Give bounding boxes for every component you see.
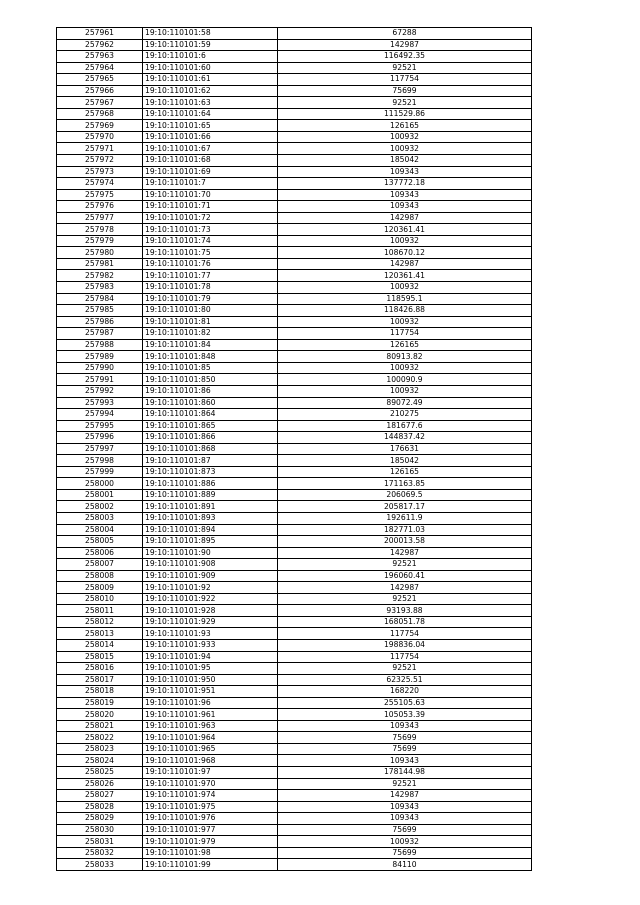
cadastral-number-cell: 19:10:110101:67 [143, 143, 278, 155]
table-row [57, 466, 532, 478]
table-row [57, 166, 532, 178]
table-row [57, 778, 532, 790]
table-row [57, 224, 532, 236]
id-cell: 258018 [57, 686, 143, 698]
id-cell: 257973 [57, 166, 143, 178]
table-row [57, 639, 532, 651]
table-row [57, 836, 532, 848]
cadastral-number-cell: 19:10:110101:965 [143, 743, 278, 755]
table-row [57, 120, 532, 132]
cadastral-number-cell: 19:10:110101:977 [143, 824, 278, 836]
value-cell: 210275 [278, 409, 532, 421]
value-cell: 100932 [278, 235, 532, 247]
id-cell: 258023 [57, 743, 143, 755]
table-row [57, 536, 532, 548]
value-cell: 205817.17 [278, 501, 532, 513]
id-cell: 258010 [57, 593, 143, 605]
table-row [57, 432, 532, 444]
id-cell: 258013 [57, 628, 143, 640]
cadastral-number-cell: 19:10:110101:894 [143, 524, 278, 536]
cadastral-number-cell: 19:10:110101:60 [143, 62, 278, 74]
cadastral-number-cell: 19:10:110101:850 [143, 374, 278, 386]
cadastral-number-cell: 19:10:110101:99 [143, 859, 278, 871]
id-cell: 257975 [57, 189, 143, 201]
table-row [57, 824, 532, 836]
cadastral-number-cell: 19:10:110101:895 [143, 536, 278, 548]
cadastral-number-cell: 19:10:110101:929 [143, 616, 278, 628]
table-row [57, 859, 532, 871]
cadastral-number-cell: 19:10:110101:7 [143, 178, 278, 190]
cadastral-number-cell: 19:10:110101:96 [143, 697, 278, 709]
cadastral-number-cell: 19:10:110101:86 [143, 385, 278, 397]
cadastral-number-cell: 19:10:110101:90 [143, 547, 278, 559]
cadastral-number-cell: 19:10:110101:950 [143, 674, 278, 686]
value-cell: 92521 [278, 663, 532, 675]
table-row [57, 593, 532, 605]
table-row [57, 39, 532, 51]
cadastral-number-cell: 19:10:110101:868 [143, 443, 278, 455]
cadastral-number-cell: 19:10:110101:68 [143, 155, 278, 167]
value-cell: 120361.41 [278, 224, 532, 236]
cadastral-number-cell: 19:10:110101:69 [143, 166, 278, 178]
value-cell: 109343 [278, 201, 532, 213]
value-cell: 142987 [278, 547, 532, 559]
table-row [57, 374, 532, 386]
id-cell: 257976 [57, 201, 143, 213]
table-row [57, 201, 532, 213]
id-cell: 258029 [57, 813, 143, 825]
id-cell: 258001 [57, 489, 143, 501]
value-cell: 75699 [278, 743, 532, 755]
cadastral-number-cell: 19:10:110101:963 [143, 720, 278, 732]
cadastral-number-cell: 19:10:110101:64 [143, 108, 278, 120]
id-cell: 258017 [57, 674, 143, 686]
id-cell: 257961 [57, 28, 143, 40]
cadastral-number-cell: 19:10:110101:889 [143, 489, 278, 501]
table-row [57, 743, 532, 755]
id-cell: 258028 [57, 801, 143, 813]
value-cell: 108670.12 [278, 247, 532, 259]
cadastral-number-cell: 19:10:110101:70 [143, 189, 278, 201]
table-row [57, 570, 532, 582]
cadastral-number-cell: 19:10:110101:6 [143, 51, 278, 63]
value-cell: 200013.58 [278, 536, 532, 548]
value-cell: 92521 [278, 559, 532, 571]
id-cell: 258004 [57, 524, 143, 536]
value-cell: 109343 [278, 801, 532, 813]
table-row [57, 605, 532, 617]
value-cell: 67288 [278, 28, 532, 40]
table-row [57, 420, 532, 432]
id-cell: 257987 [57, 328, 143, 340]
value-cell: 93193.88 [278, 605, 532, 617]
value-cell: 80913.82 [278, 351, 532, 363]
table-row [57, 270, 532, 282]
id-cell: 258003 [57, 512, 143, 524]
value-cell: 126165 [278, 339, 532, 351]
cadastral-number-cell: 19:10:110101:909 [143, 570, 278, 582]
id-cell: 258030 [57, 824, 143, 836]
cadastral-number-cell: 19:10:110101:970 [143, 778, 278, 790]
value-cell: 75699 [278, 732, 532, 744]
table-row [57, 74, 532, 86]
id-cell: 258022 [57, 732, 143, 744]
id-cell: 258032 [57, 847, 143, 859]
table-row [57, 697, 532, 709]
cadastral-number-cell: 19:10:110101:860 [143, 397, 278, 409]
id-cell: 257972 [57, 155, 143, 167]
cadastral-number-cell: 19:10:110101:968 [143, 755, 278, 767]
value-cell: 92521 [278, 778, 532, 790]
cadastral-number-cell: 19:10:110101:76 [143, 258, 278, 270]
table-row [57, 489, 532, 501]
cadastral-number-cell: 19:10:110101:98 [143, 847, 278, 859]
table-row [57, 85, 532, 97]
id-cell: 257998 [57, 455, 143, 467]
id-cell: 257992 [57, 385, 143, 397]
table-row [57, 305, 532, 317]
value-cell: 100932 [278, 131, 532, 143]
cadastral-number-cell: 19:10:110101:72 [143, 212, 278, 224]
value-cell: 137772.18 [278, 178, 532, 190]
cadastral-number-cell: 19:10:110101:94 [143, 651, 278, 663]
value-cell: 117754 [278, 651, 532, 663]
value-cell: 100932 [278, 282, 532, 294]
table-row [57, 720, 532, 732]
table-row [57, 847, 532, 859]
cadastral-number-cell: 19:10:110101:908 [143, 559, 278, 571]
value-cell: 142987 [278, 258, 532, 270]
id-cell: 257977 [57, 212, 143, 224]
value-cell: 117754 [278, 628, 532, 640]
table-row [57, 409, 532, 421]
id-cell: 258031 [57, 836, 143, 848]
table-row [57, 28, 532, 40]
value-cell: 255105.63 [278, 697, 532, 709]
id-cell: 257967 [57, 97, 143, 109]
table-row [57, 616, 532, 628]
id-cell: 258000 [57, 478, 143, 490]
id-cell: 258021 [57, 720, 143, 732]
table-row [57, 258, 532, 270]
table-row [57, 339, 532, 351]
cadastral-number-cell: 19:10:110101:78 [143, 282, 278, 294]
value-cell: 105053.39 [278, 709, 532, 721]
cadastral-number-cell: 19:10:110101:928 [143, 605, 278, 617]
value-cell: 100932 [278, 316, 532, 328]
table-row [57, 143, 532, 155]
cadastral-number-cell: 19:10:110101:974 [143, 790, 278, 802]
table-row [57, 443, 532, 455]
id-cell: 257962 [57, 39, 143, 51]
id-cell: 257996 [57, 432, 143, 444]
id-cell: 257981 [57, 258, 143, 270]
value-cell: 109343 [278, 813, 532, 825]
cadastral-number-cell: 19:10:110101:79 [143, 293, 278, 305]
value-cell: 75699 [278, 85, 532, 97]
id-cell: 257989 [57, 351, 143, 363]
id-cell: 258012 [57, 616, 143, 628]
cadastral-number-cell: 19:10:110101:975 [143, 801, 278, 813]
cadastral-number-cell: 19:10:110101:964 [143, 732, 278, 744]
cadastral-number-cell: 19:10:110101:63 [143, 97, 278, 109]
id-cell: 258015 [57, 651, 143, 663]
value-cell: 126165 [278, 466, 532, 478]
cadastral-number-cell: 19:10:110101:87 [143, 455, 278, 467]
id-cell: 257969 [57, 120, 143, 132]
id-cell: 258019 [57, 697, 143, 709]
id-cell: 258008 [57, 570, 143, 582]
value-cell: 111529.86 [278, 108, 532, 120]
value-cell: 100932 [278, 385, 532, 397]
id-cell: 257974 [57, 178, 143, 190]
id-cell: 257991 [57, 374, 143, 386]
cadastral-number-cell: 19:10:110101:951 [143, 686, 278, 698]
value-cell: 126165 [278, 120, 532, 132]
value-cell: 144837.42 [278, 432, 532, 444]
value-cell: 168051.78 [278, 616, 532, 628]
cadastral-number-cell: 19:10:110101:65 [143, 120, 278, 132]
value-cell: 142987 [278, 39, 532, 51]
cadastral-number-cell: 19:10:110101:77 [143, 270, 278, 282]
cadastral-number-cell: 19:10:110101:891 [143, 501, 278, 513]
id-cell: 258011 [57, 605, 143, 617]
table-row [57, 582, 532, 594]
value-cell: 182771.03 [278, 524, 532, 536]
id-cell: 257983 [57, 282, 143, 294]
id-cell: 258025 [57, 767, 143, 779]
value-cell: 109343 [278, 720, 532, 732]
table-body [57, 28, 532, 871]
id-cell: 257985 [57, 305, 143, 317]
id-cell: 257997 [57, 443, 143, 455]
value-cell: 92521 [278, 62, 532, 74]
id-cell: 258016 [57, 663, 143, 675]
table-row [57, 108, 532, 120]
value-cell: 109343 [278, 189, 532, 201]
cadastral-number-cell: 19:10:110101:976 [143, 813, 278, 825]
value-cell: 75699 [278, 847, 532, 859]
value-cell: 206069.5 [278, 489, 532, 501]
value-cell: 117754 [278, 328, 532, 340]
id-cell: 257965 [57, 74, 143, 86]
value-cell: 198836.04 [278, 639, 532, 651]
table-row [57, 131, 532, 143]
data-table [56, 27, 532, 871]
value-cell: 89072.49 [278, 397, 532, 409]
table-row [57, 512, 532, 524]
value-cell: 100932 [278, 836, 532, 848]
id-cell: 257999 [57, 466, 143, 478]
cadastral-number-cell: 19:10:110101:71 [143, 201, 278, 213]
cadastral-number-cell: 19:10:110101:922 [143, 593, 278, 605]
value-cell: 196060.41 [278, 570, 532, 582]
table-row [57, 155, 532, 167]
value-cell: 100090.9 [278, 374, 532, 386]
cadastral-number-cell: 19:10:110101:75 [143, 247, 278, 259]
cadastral-number-cell: 19:10:110101:92 [143, 582, 278, 594]
table-row [57, 235, 532, 247]
id-cell: 258006 [57, 547, 143, 559]
id-cell: 257971 [57, 143, 143, 155]
cadastral-number-cell: 19:10:110101:865 [143, 420, 278, 432]
id-cell: 257970 [57, 131, 143, 143]
value-cell: 92521 [278, 97, 532, 109]
id-cell: 258027 [57, 790, 143, 802]
cadastral-number-cell: 19:10:110101:58 [143, 28, 278, 40]
value-cell: 62325.51 [278, 674, 532, 686]
value-cell: 100932 [278, 143, 532, 155]
cadastral-number-cell: 19:10:110101:848 [143, 351, 278, 363]
id-cell: 258014 [57, 639, 143, 651]
table-row [57, 385, 532, 397]
table-row [57, 501, 532, 513]
cadastral-number-cell: 19:10:110101:97 [143, 767, 278, 779]
cadastral-number-cell: 19:10:110101:82 [143, 328, 278, 340]
value-cell: 171163.85 [278, 478, 532, 490]
id-cell: 258009 [57, 582, 143, 594]
table-row [57, 397, 532, 409]
value-cell: 176631 [278, 443, 532, 455]
cadastral-number-cell: 19:10:110101:62 [143, 85, 278, 97]
value-cell: 92521 [278, 593, 532, 605]
cadastral-number-cell: 19:10:110101:85 [143, 362, 278, 374]
id-cell: 257993 [57, 397, 143, 409]
value-cell: 118426.88 [278, 305, 532, 317]
table-row [57, 663, 532, 675]
table-row [57, 547, 532, 559]
table-row [57, 709, 532, 721]
id-cell: 257964 [57, 62, 143, 74]
table-row [57, 362, 532, 374]
id-cell: 257963 [57, 51, 143, 63]
cadastral-number-cell: 19:10:110101:84 [143, 339, 278, 351]
id-cell: 258033 [57, 859, 143, 871]
cadastral-number-cell: 19:10:110101:74 [143, 235, 278, 247]
value-cell: 142987 [278, 790, 532, 802]
value-cell: 142987 [278, 582, 532, 594]
table-row [57, 282, 532, 294]
id-cell: 257995 [57, 420, 143, 432]
cadastral-number-cell: 19:10:110101:864 [143, 409, 278, 421]
value-cell: 178144.98 [278, 767, 532, 779]
cadastral-number-cell: 19:10:110101:933 [143, 639, 278, 651]
id-cell: 257982 [57, 270, 143, 282]
table-row [57, 455, 532, 467]
id-cell: 258002 [57, 501, 143, 513]
id-cell: 257986 [57, 316, 143, 328]
value-cell: 168220 [278, 686, 532, 698]
value-cell: 181677.6 [278, 420, 532, 432]
cadastral-number-cell: 19:10:110101:59 [143, 39, 278, 51]
table-row [57, 732, 532, 744]
cadastral-number-cell: 19:10:110101:66 [143, 131, 278, 143]
table-row [57, 559, 532, 571]
table-row [57, 316, 532, 328]
value-cell: 120361.41 [278, 270, 532, 282]
table-row [57, 189, 532, 201]
id-cell: 258005 [57, 536, 143, 548]
table-row [57, 351, 532, 363]
id-cell: 258024 [57, 755, 143, 767]
table-row [57, 651, 532, 663]
id-cell: 258007 [57, 559, 143, 571]
cadastral-number-cell: 19:10:110101:893 [143, 512, 278, 524]
id-cell: 257979 [57, 235, 143, 247]
cadastral-number-cell: 19:10:110101:873 [143, 466, 278, 478]
cadastral-number-cell: 19:10:110101:73 [143, 224, 278, 236]
id-cell: 257968 [57, 108, 143, 120]
value-cell: 185042 [278, 455, 532, 467]
table-row [57, 478, 532, 490]
table-row [57, 686, 532, 698]
value-cell: 118595.1 [278, 293, 532, 305]
cadastral-number-cell: 19:10:110101:81 [143, 316, 278, 328]
table-row [57, 524, 532, 536]
cadastral-number-cell: 19:10:110101:80 [143, 305, 278, 317]
table-row [57, 178, 532, 190]
value-cell: 116492.35 [278, 51, 532, 63]
table-row [57, 767, 532, 779]
table-row [57, 628, 532, 640]
table-row [57, 755, 532, 767]
cadastral-number-cell: 19:10:110101:961 [143, 709, 278, 721]
table-row [57, 51, 532, 63]
id-cell: 257994 [57, 409, 143, 421]
table-row [57, 62, 532, 74]
table-row [57, 293, 532, 305]
table-row [57, 328, 532, 340]
cadastral-number-cell: 19:10:110101:866 [143, 432, 278, 444]
value-cell: 109343 [278, 166, 532, 178]
value-cell: 142987 [278, 212, 532, 224]
value-cell: 117754 [278, 74, 532, 86]
value-cell: 100932 [278, 362, 532, 374]
table-row [57, 247, 532, 259]
table-row [57, 790, 532, 802]
id-cell: 257990 [57, 362, 143, 374]
id-cell: 257978 [57, 224, 143, 236]
table-row [57, 212, 532, 224]
cadastral-number-cell: 19:10:110101:95 [143, 663, 278, 675]
value-cell: 75699 [278, 824, 532, 836]
id-cell: 257988 [57, 339, 143, 351]
table-row [57, 801, 532, 813]
id-cell: 257984 [57, 293, 143, 305]
id-cell: 258026 [57, 778, 143, 790]
cadastral-number-cell: 19:10:110101:93 [143, 628, 278, 640]
table-row [57, 813, 532, 825]
cadastral-number-cell: 19:10:110101:979 [143, 836, 278, 848]
cadastral-number-cell: 19:10:110101:886 [143, 478, 278, 490]
table-row [57, 97, 532, 109]
value-cell: 192611.9 [278, 512, 532, 524]
value-cell: 84110 [278, 859, 532, 871]
table-row [57, 674, 532, 686]
value-cell: 109343 [278, 755, 532, 767]
cadastral-number-cell: 19:10:110101:61 [143, 74, 278, 86]
id-cell: 257966 [57, 85, 143, 97]
id-cell: 258020 [57, 709, 143, 721]
id-cell: 257980 [57, 247, 143, 259]
value-cell: 185042 [278, 155, 532, 167]
